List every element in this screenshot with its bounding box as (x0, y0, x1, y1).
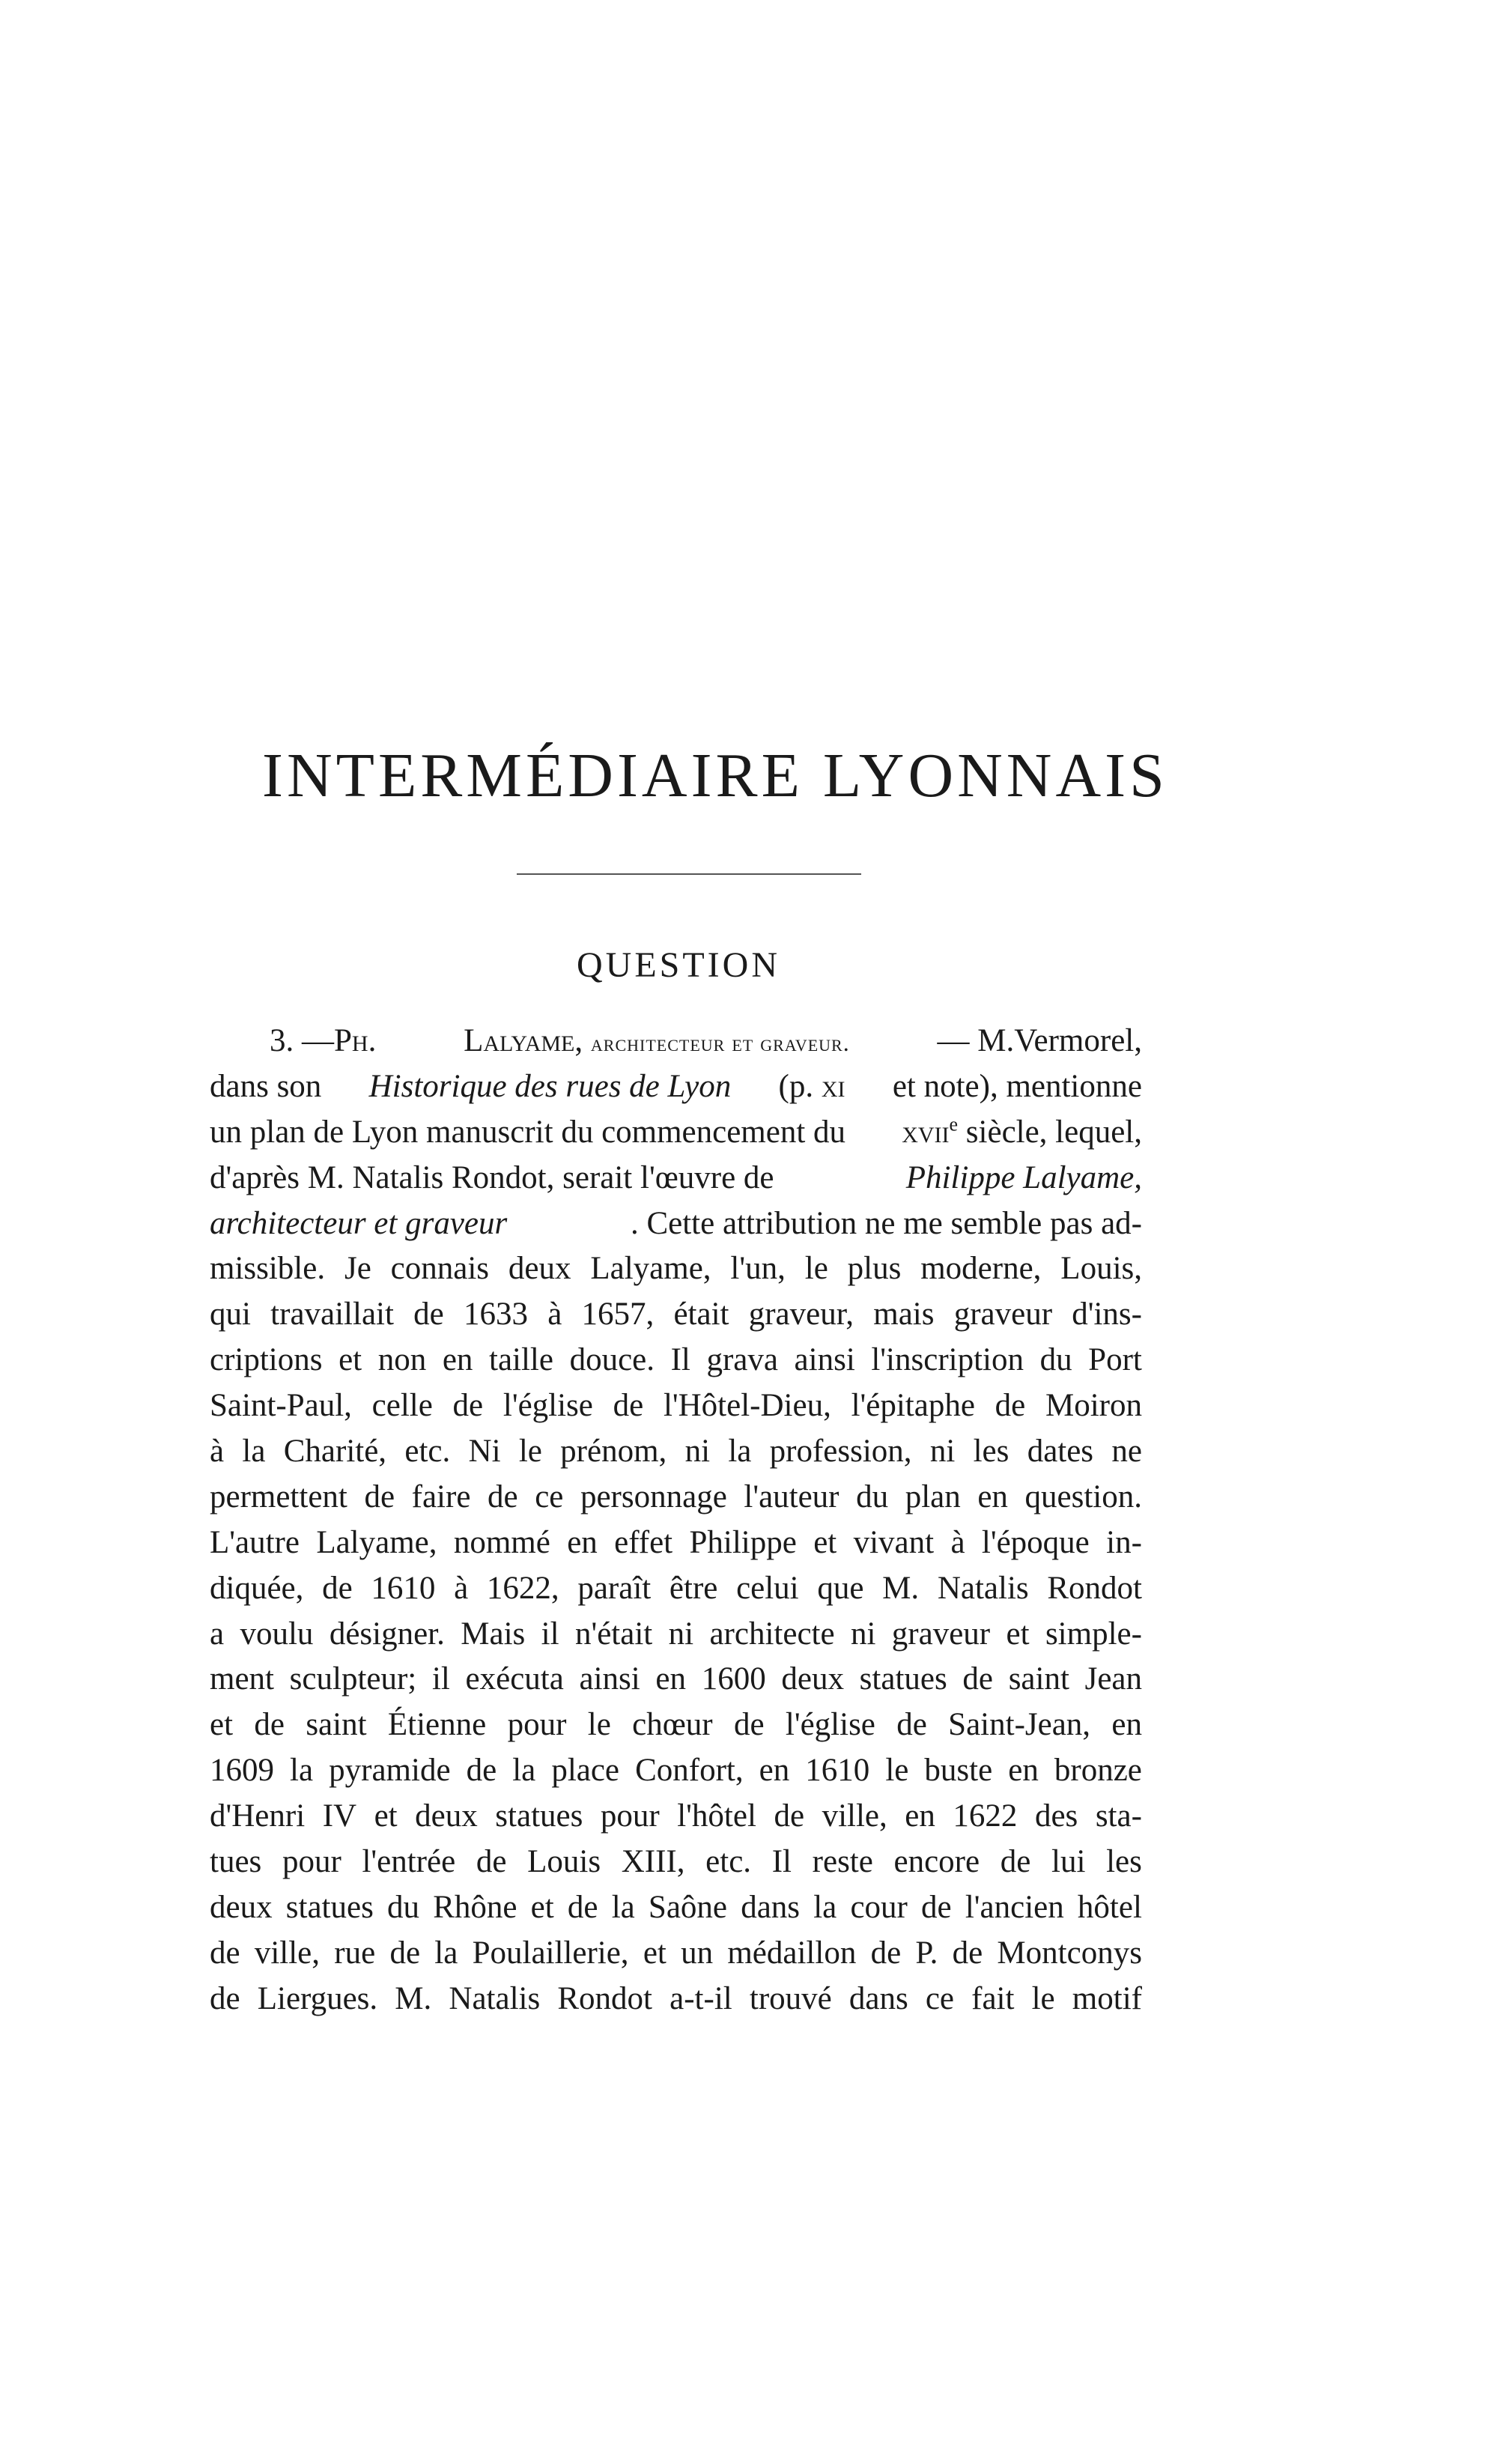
line-11-text-word: ce (535, 1479, 564, 1514)
text-line-18 (210, 1794, 1142, 1840)
line-7-text-word: était (673, 1297, 729, 1332)
text-line-5 (210, 1201, 1142, 1247)
line-17-text-word: la (512, 1753, 536, 1789)
line-10-text-word: etc. (404, 1434, 451, 1470)
line-7-text-word: qui (210, 1297, 251, 1332)
line-12-text-word: et (813, 1524, 837, 1560)
line-19-text-word: l'entrée (362, 1844, 456, 1880)
line-21-text-word: la (434, 1935, 458, 1971)
line-19-text-word: Il (771, 1844, 792, 1880)
line-10-text-word: profession, (769, 1434, 912, 1470)
line-7-text-word: à (547, 1297, 562, 1332)
line-22-text-word: ce (925, 1980, 955, 2016)
line-6-text-word: connais (390, 1251, 490, 1287)
line-15-text-word: en (655, 1661, 687, 1697)
line-20-text-word: la (611, 1889, 635, 1925)
line-8-text-word: et (338, 1342, 362, 1378)
line-20-text-word: du (387, 1889, 420, 1925)
line-10-text-word: à (210, 1434, 225, 1470)
line-18-text-word: d'Henri (210, 1798, 306, 1834)
line-17-text-word: la (290, 1753, 314, 1789)
line-13-text-word: celui (736, 1570, 799, 1606)
line-19-text-word: reste (812, 1844, 873, 1880)
line-20-text-word: deux (210, 1889, 273, 1925)
line-15-text-word: deux (781, 1661, 844, 1697)
line-13-text-word: à (454, 1570, 469, 1606)
line-18-text-word: sta- (1095, 1798, 1142, 1834)
line-8-text-word: Port (1088, 1342, 1142, 1378)
line-14-text-word: voulu (240, 1616, 314, 1652)
line-17-text-word: buste (924, 1753, 993, 1789)
line-18-text-word: pour (600, 1798, 660, 1834)
text-line-1 (210, 1019, 1142, 1064)
line-12-text-word: à (950, 1524, 965, 1560)
line-18-text-word: statues (495, 1798, 583, 1834)
text-line-3 (210, 1110, 1142, 1156)
line-9-text-word: de (613, 1388, 644, 1424)
line-14-text-word: Mais (461, 1616, 526, 1652)
line-7-text-word: mais (873, 1297, 935, 1332)
line-18-text-word: des (1034, 1798, 1078, 1834)
text-line-2 (210, 1064, 1142, 1110)
line-12-text-word: effet (614, 1524, 673, 1560)
line-9-text-word: celle (371, 1388, 433, 1424)
line-13-text-word: que (817, 1570, 864, 1606)
line-11-text-word: plan (905, 1479, 961, 1514)
em-dash: — (302, 1023, 334, 1058)
line-17-text-word: en (759, 1753, 790, 1789)
page-title: INTERMÉDIAIRE LYONNAIS (262, 741, 1168, 810)
line-16-text-word: de (896, 1707, 927, 1743)
article-name-group (464, 1019, 850, 1064)
line-20-text-word: cour (850, 1889, 908, 1925)
line-18-text-word: et (374, 1798, 398, 1834)
text-line-22 (210, 1977, 1142, 2022)
line-21-text-word: de (952, 1935, 983, 1971)
line-15-text-word: Jean (1084, 1661, 1142, 1697)
line-20-text-word: hôtel (1077, 1889, 1142, 1925)
text-line-10 (210, 1429, 1142, 1475)
line-20-text-word: Saône (648, 1889, 728, 1925)
line-13-text-word: 1610 (371, 1570, 436, 1606)
text-line-9 (210, 1383, 1142, 1429)
line-7-text-word: de (413, 1297, 444, 1332)
line-2-tail: et note), mentionne (892, 1068, 1142, 1104)
text-line-21 (210, 1931, 1142, 1977)
line-20-text-word: statues (285, 1889, 374, 1925)
line-12-text-word: in- (1106, 1524, 1142, 1560)
cited-work-title: Historique des rues de Lyon (368, 1068, 732, 1104)
line-18-text-word: de (774, 1798, 805, 1834)
line-22-text-word: Natalis (449, 1980, 541, 2016)
line-17-text-word: pyramide (329, 1753, 451, 1789)
line-2-paren: (p. (778, 1068, 814, 1104)
line-9-text-word: de (995, 1388, 1026, 1424)
line-18-text-word: ville, (822, 1798, 887, 1834)
line-7-text-word: graveur, (748, 1297, 854, 1332)
comma: , (574, 1023, 583, 1058)
line-16-text-word: chœur (632, 1707, 713, 1743)
line-12-text-word: Lalyame, (316, 1524, 437, 1560)
line-16-text-word: l'église (785, 1707, 875, 1743)
article-number-group (270, 1019, 376, 1064)
line-10-text-word: prénom, (560, 1434, 667, 1470)
line-2-lead: dans son (210, 1068, 322, 1104)
line-6-text-word: l'un, (730, 1251, 786, 1287)
line-12-text-word: l'époque (981, 1524, 1090, 1560)
line-11-text-word: permettent (210, 1479, 347, 1514)
line-15-text-word: il (431, 1661, 450, 1697)
line-1-end (938, 1019, 1142, 1064)
line-14-text-word: désigner. (329, 1616, 445, 1652)
line-16-text-word: le (587, 1707, 611, 1743)
article-subject: architecteur et graveur. (590, 1029, 850, 1056)
article-number: 3. (270, 1023, 294, 1058)
line-15-text-word: exécuta (465, 1661, 564, 1697)
line-10-text-word: ni (684, 1434, 711, 1470)
line-15-text-word: 1600 (701, 1661, 766, 1697)
line-21-text-word: Poulaillerie, (472, 1935, 629, 1971)
line-10-text-word: dates (1027, 1434, 1094, 1470)
roman-numeral-xvii: xvii (902, 1114, 950, 1150)
article-body (210, 1019, 1142, 2022)
line-7-text-word: d'ins- (1072, 1297, 1142, 1332)
line-15-text-word: ainsi (579, 1661, 640, 1697)
line-17-text-word: 1609 (210, 1753, 274, 1789)
line-10-text-word: la (242, 1434, 266, 1470)
line-13-text-word: paraît (577, 1570, 652, 1606)
line-10-text-word: Charité, (283, 1434, 387, 1470)
text-line-16 (210, 1702, 1142, 1748)
line-14-text-word: et (1006, 1616, 1030, 1652)
line-18-text-word: en (905, 1798, 935, 1834)
line-8-text-word: grava (706, 1342, 778, 1378)
line-18-text-word: deux (415, 1798, 478, 1834)
text-line-19 (210, 1840, 1142, 1885)
line-11-text-word: personnage (580, 1479, 727, 1514)
line-10-text-word: la (728, 1434, 752, 1470)
line-8-text-word: du (1039, 1342, 1072, 1378)
line-21-text-word: de (389, 1935, 421, 1971)
line-11-text-word: en (977, 1479, 1008, 1514)
line-19-text-word: encore (893, 1844, 980, 1880)
line-8-text-word: douce. (569, 1342, 655, 1378)
text-line-8 (210, 1338, 1142, 1383)
line-19-text-word: les (1106, 1844, 1142, 1880)
roman-numeral-xi: xi (821, 1068, 845, 1104)
line-7-text-word: 1633 (463, 1297, 528, 1332)
line-16-text-word: saint (306, 1707, 367, 1743)
line-21-text-word: et (643, 1935, 667, 1971)
line-6-text-word: Louis, (1060, 1251, 1142, 1287)
line-13-text-word: être (669, 1570, 718, 1606)
line-10-text-word: ne (1111, 1434, 1142, 1470)
line-19-text-word: etc. (705, 1844, 752, 1880)
line-16-text-word: de (733, 1707, 765, 1743)
line-6-text-word: moderne, (920, 1251, 1042, 1287)
line-14-text-word: ni (850, 1616, 876, 1652)
line-22-text-word: a-t-il (670, 1980, 732, 2016)
line-21-text-word: ville, (254, 1935, 321, 1971)
text-line-15 (210, 1657, 1142, 1702)
line-21-text-word: Montconys (997, 1935, 1142, 1971)
line-21-text-word: de (210, 1935, 240, 1971)
line-14-text-word: simple- (1045, 1616, 1142, 1652)
line-8-text-word: l'inscription (871, 1342, 1024, 1378)
line-7-text-word: travaillait (270, 1297, 394, 1332)
line-11-text-word: du (856, 1479, 889, 1514)
line-6-text-word: missible. (210, 1251, 326, 1287)
line-17-text-word: le (885, 1753, 909, 1789)
line-19-text-word: de (1000, 1844, 1031, 1880)
line-16-text-word: de (254, 1707, 285, 1743)
line-22-text-word: Rondot (557, 1980, 653, 2016)
author-surname: Lalyame (464, 1023, 575, 1058)
text-line-20 (210, 1885, 1142, 1931)
line-6-text-word: plus (847, 1251, 902, 1287)
line-14-text-word: graveur (891, 1616, 991, 1652)
superscript-e: e (949, 1113, 959, 1135)
text-line-13 (210, 1566, 1142, 1612)
line-22-text-word: motif (1072, 1980, 1142, 2016)
em-dash-2: — (937, 1023, 970, 1058)
line-22-text-word: M. (395, 1980, 432, 2016)
line-10-text-word: le (518, 1434, 542, 1470)
line-17-text-word: place (551, 1753, 620, 1789)
line-8-text-word: en (442, 1342, 473, 1378)
line-20-text-word: dans (741, 1889, 801, 1925)
line-7-text-word: graveur (953, 1297, 1053, 1332)
line-11-text-word: l'auteur (744, 1479, 840, 1514)
line-20-text-word: de (921, 1889, 952, 1925)
line-21-text-word: un (681, 1935, 714, 1971)
line-21-text-word: de (870, 1935, 902, 1971)
line-12-text-word: L'autre (210, 1524, 300, 1560)
line-9-text-word: de (452, 1388, 484, 1424)
line-7-text-word: 1657, (581, 1297, 655, 1332)
text-line-14 (210, 1612, 1142, 1658)
line-17-text-word: en (1008, 1753, 1039, 1789)
line-21-text-word: rue (334, 1935, 376, 1971)
line-15-text-word: saint (1008, 1661, 1069, 1697)
text-line-12 (210, 1520, 1142, 1566)
line-19-text-word: Louis (527, 1844, 601, 1880)
line-17-text-word: 1610 (805, 1753, 870, 1789)
century-group (902, 1110, 1142, 1156)
line-5-tail: . Cette attribution ne me semble pas ad- (630, 1205, 1142, 1241)
line-14-text-word: il (541, 1616, 559, 1652)
title-divider (517, 873, 861, 875)
line-12-text-word: en (567, 1524, 598, 1560)
line-10-text-word: ni (929, 1434, 956, 1470)
text-line-7 (210, 1292, 1142, 1338)
line-16-text-word: en (1111, 1707, 1142, 1743)
line-16-text-word: Étienne (387, 1707, 487, 1743)
line-17-text-word: bronze (1054, 1753, 1142, 1789)
text-line-4 (210, 1156, 1142, 1201)
line-9-text-word: l'épitaphe (851, 1388, 975, 1424)
line-22-text-word: Liergues. (257, 1980, 378, 2016)
author-initial: Ph. (334, 1023, 377, 1058)
line-16-text-word: et (210, 1707, 234, 1743)
line-2-ref (779, 1064, 845, 1110)
line-9-text-word: Moiron (1045, 1388, 1142, 1424)
line-12-text-word: nommé (453, 1524, 550, 1560)
line-19-text-word: tues (210, 1844, 262, 1880)
line-16-text-word: Saint-Jean, (948, 1707, 1091, 1743)
line-15-text-word: ment (210, 1661, 274, 1697)
line-9-text-word: l'église (503, 1388, 593, 1424)
line-19-text-word: lui (1051, 1844, 1086, 1880)
attributed-title: architecteur et graveur (210, 1205, 508, 1241)
line-6-text-word: deux (508, 1251, 571, 1287)
line-17-text-word: de (466, 1753, 497, 1789)
line-8-text-word: non (377, 1342, 427, 1378)
line-13-text-word: de (322, 1570, 353, 1606)
line-20-text-word: la (813, 1889, 837, 1925)
line-15-text-word: statues (859, 1661, 947, 1697)
line-9-text-word: l'Hôtel-Dieu, (663, 1388, 831, 1424)
line-14-text-word: a (210, 1616, 225, 1652)
line-6-text-word: Je (344, 1251, 371, 1287)
line-18-text-word: IV (322, 1798, 357, 1834)
line-21-text-word: médaillon (727, 1935, 857, 1971)
line-11-text-word: faire (411, 1479, 471, 1514)
line-20-text-word: Rhône (433, 1889, 517, 1925)
line-12-text-word: vivant (853, 1524, 935, 1560)
line-16-text-word: pour (507, 1707, 567, 1743)
line-11-text-word: question. (1024, 1479, 1142, 1514)
line-19-text-word: XIII, (621, 1844, 685, 1880)
line-22-text-word: dans (848, 1980, 908, 2016)
line-6-text-word: Lalyame, (590, 1251, 711, 1287)
line-18-text-word: 1622 (953, 1798, 1018, 1834)
line-10-text-word: Ni (468, 1434, 501, 1470)
line-20-text-word: de (567, 1889, 598, 1925)
line-10-text-word: les (973, 1434, 1009, 1470)
line-8-text-word: taille (489, 1342, 553, 1378)
line-4-lead: d'après M. Natalis Rondot, serait l'œuvre de (210, 1159, 774, 1195)
line-14-text-word: n'était (574, 1616, 653, 1652)
line-21-text-word: P. (915, 1935, 938, 1971)
line-15-text-word: sculpteur; (289, 1661, 417, 1697)
attributed-name: Philippe Lalyame, (905, 1159, 1142, 1195)
line-19-text-word: pour (282, 1844, 341, 1880)
line-13-text-word: diquée, (210, 1570, 304, 1606)
line-14-text-word: ni (668, 1616, 694, 1652)
line-8-text-word: ainsi (794, 1342, 855, 1378)
line-18-text-word: l'hôtel (677, 1798, 756, 1834)
text-line-11 (210, 1475, 1142, 1520)
line-20-text-word: et (530, 1889, 554, 1925)
line-3-tail: siècle, lequel, (965, 1114, 1142, 1150)
text-line-17 (210, 1748, 1142, 1794)
line-6-text-word: le (804, 1251, 828, 1287)
line-14-text-word: architecte (709, 1616, 835, 1652)
text-line-6 (210, 1246, 1142, 1292)
line-19-text-word: de (476, 1844, 507, 1880)
line-15-text-word: de (962, 1661, 993, 1697)
line-20-text-word: l'ancien (965, 1889, 1064, 1925)
line-13-text-word: M. (882, 1570, 920, 1606)
line-11-text-word: de (364, 1479, 395, 1514)
line-22-text-word: trouvé (749, 1980, 832, 2016)
line-11-text-word: de (488, 1479, 518, 1514)
line-17-text-word: Confort, (635, 1753, 744, 1789)
section-heading: QUESTION (577, 945, 780, 985)
line-22-text-word: de (210, 1980, 240, 2016)
line-13-text-word: 1622, (486, 1570, 559, 1606)
line-12-text-word: Philippe (689, 1524, 797, 1560)
line-9-text-word: Saint-Paul, (210, 1388, 352, 1424)
line-22-text-word: fait (971, 1980, 1015, 2016)
line-3-lead: un plan de Lyon manuscrit du commencement du (210, 1114, 846, 1150)
line-8-text-word: Il (670, 1342, 690, 1378)
line-13-text-word: Rondot (1047, 1570, 1142, 1606)
line-13-text-word: Natalis (937, 1570, 1029, 1606)
line-1-tail: M.Vermorel, (977, 1023, 1142, 1058)
line-8-text-word: criptions (210, 1342, 323, 1378)
line-22-text-word: le (1031, 1980, 1055, 2016)
